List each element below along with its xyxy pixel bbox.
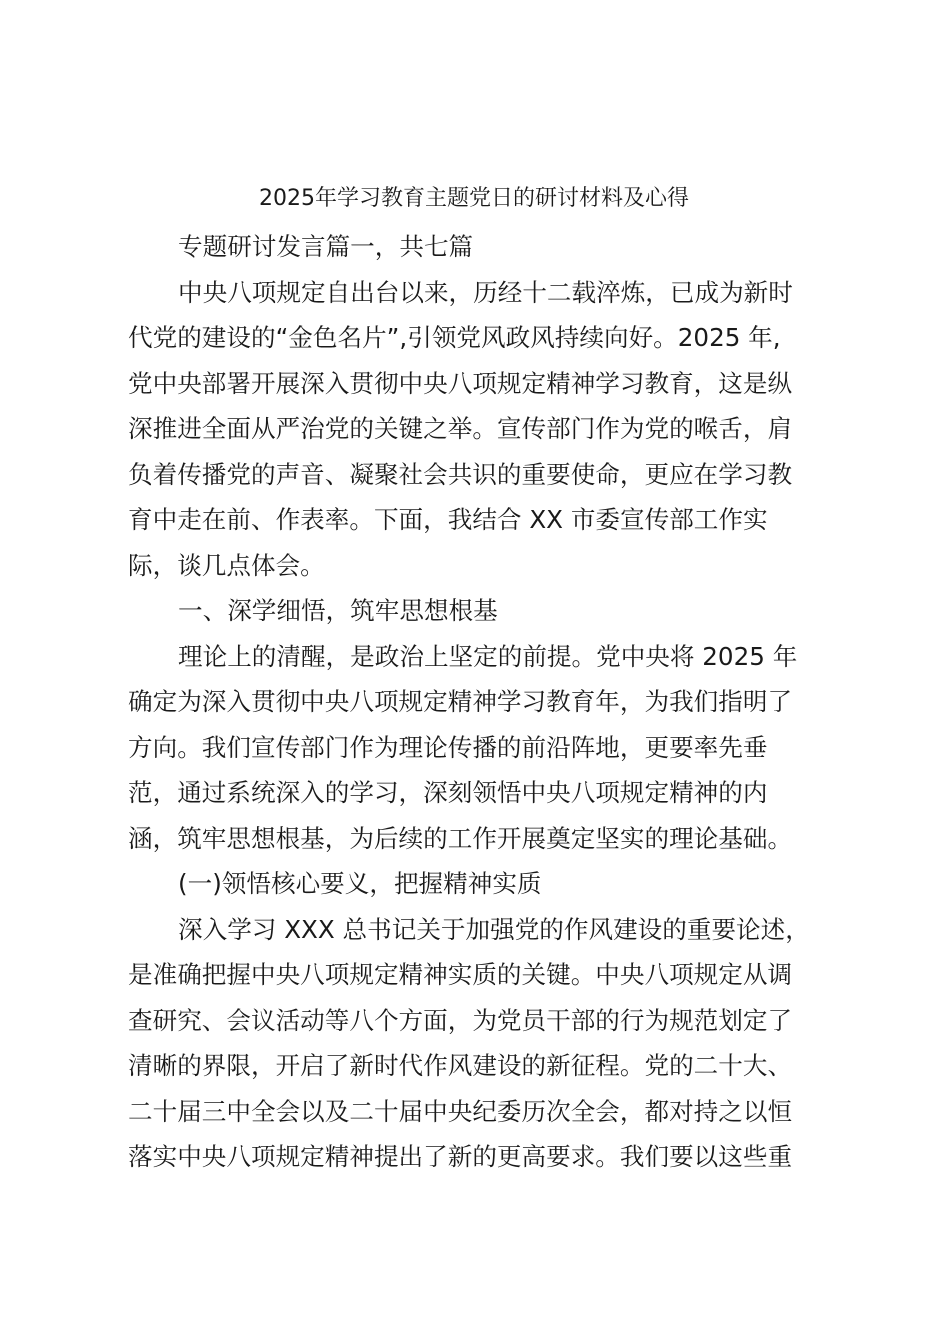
text-line: 育中走在前、作表率。下面，我结合 XX 市委宣传部工作实 <box>128 505 768 534</box>
text-line: (一)领悟核心要义，把握精神实质 <box>178 869 542 898</box>
document-body <box>128 224 820 1180</box>
text-line: 确定为深入贯彻中央八项规定精神学习教育年，为我们指明了 <box>128 687 793 716</box>
text-line: 范，通过系统深入的学习，深刻领悟中央八项规定精神的内 <box>128 778 768 807</box>
text-line: 深入学习 XXX 总书记关于加强党的作风建设的重要论述， <box>178 914 810 944</box>
text-line: 落实中央八项规定精神提出了新的更高要求。我们要以这些重 <box>128 1142 793 1171</box>
text-line: 清晰的界限，开启了新时代作风建设的新征程。党的二十大、 <box>128 1051 793 1080</box>
text-line: 方向。我们宣传部门作为理论传播的前沿阵地，更要率先垂 <box>128 732 768 762</box>
text-line: 深推进全面从严治党的关键之举。宣传部门作为党的喉舌，肩 <box>128 414 793 443</box>
text-line: 际，谈几点体会。 <box>128 550 325 580</box>
text-line: 专题研讨发言篇一，共七篇 <box>178 232 474 261</box>
text-line: 党中央部署开展深入贯彻中央八项规定精神学习教育，这是纵 <box>128 368 793 398</box>
text-line: 代党的建设的“金色名片”,引领党风政风持续向好。2025 年, <box>128 323 781 352</box>
text-line: 查研究、会议活动等八个方面，为党员干部的行为规范划定了 <box>128 1005 793 1035</box>
text-line: 理论上的清醒，是政治上坚定的前提。党中央将 2025 年 <box>178 641 798 671</box>
text-line: 负着传播党的声音、凝聚社会共识的重要使命，更应在学习教 <box>128 459 793 489</box>
document-title: 2025年学习教育主题党日的研讨材料及心得 <box>259 186 689 211</box>
text-line: 一、深学细悟，筑牢思想根基 <box>178 596 498 625</box>
text-line: 涵，筑牢思想根基，为后续的工作开展奠定坚实的理论基础。 <box>128 823 793 853</box>
text-line: 中央八项规定自出台以来，历经十二载淬炼，已成为新时 <box>178 277 793 307</box>
text-line: 二十届三中全会以及二十届中央纪委历次全会，都对持之以恒 <box>128 1096 793 1126</box>
text-line: 是准确把握中央八项规定精神实质的关键。中央八项规定从调 <box>128 960 793 989</box>
